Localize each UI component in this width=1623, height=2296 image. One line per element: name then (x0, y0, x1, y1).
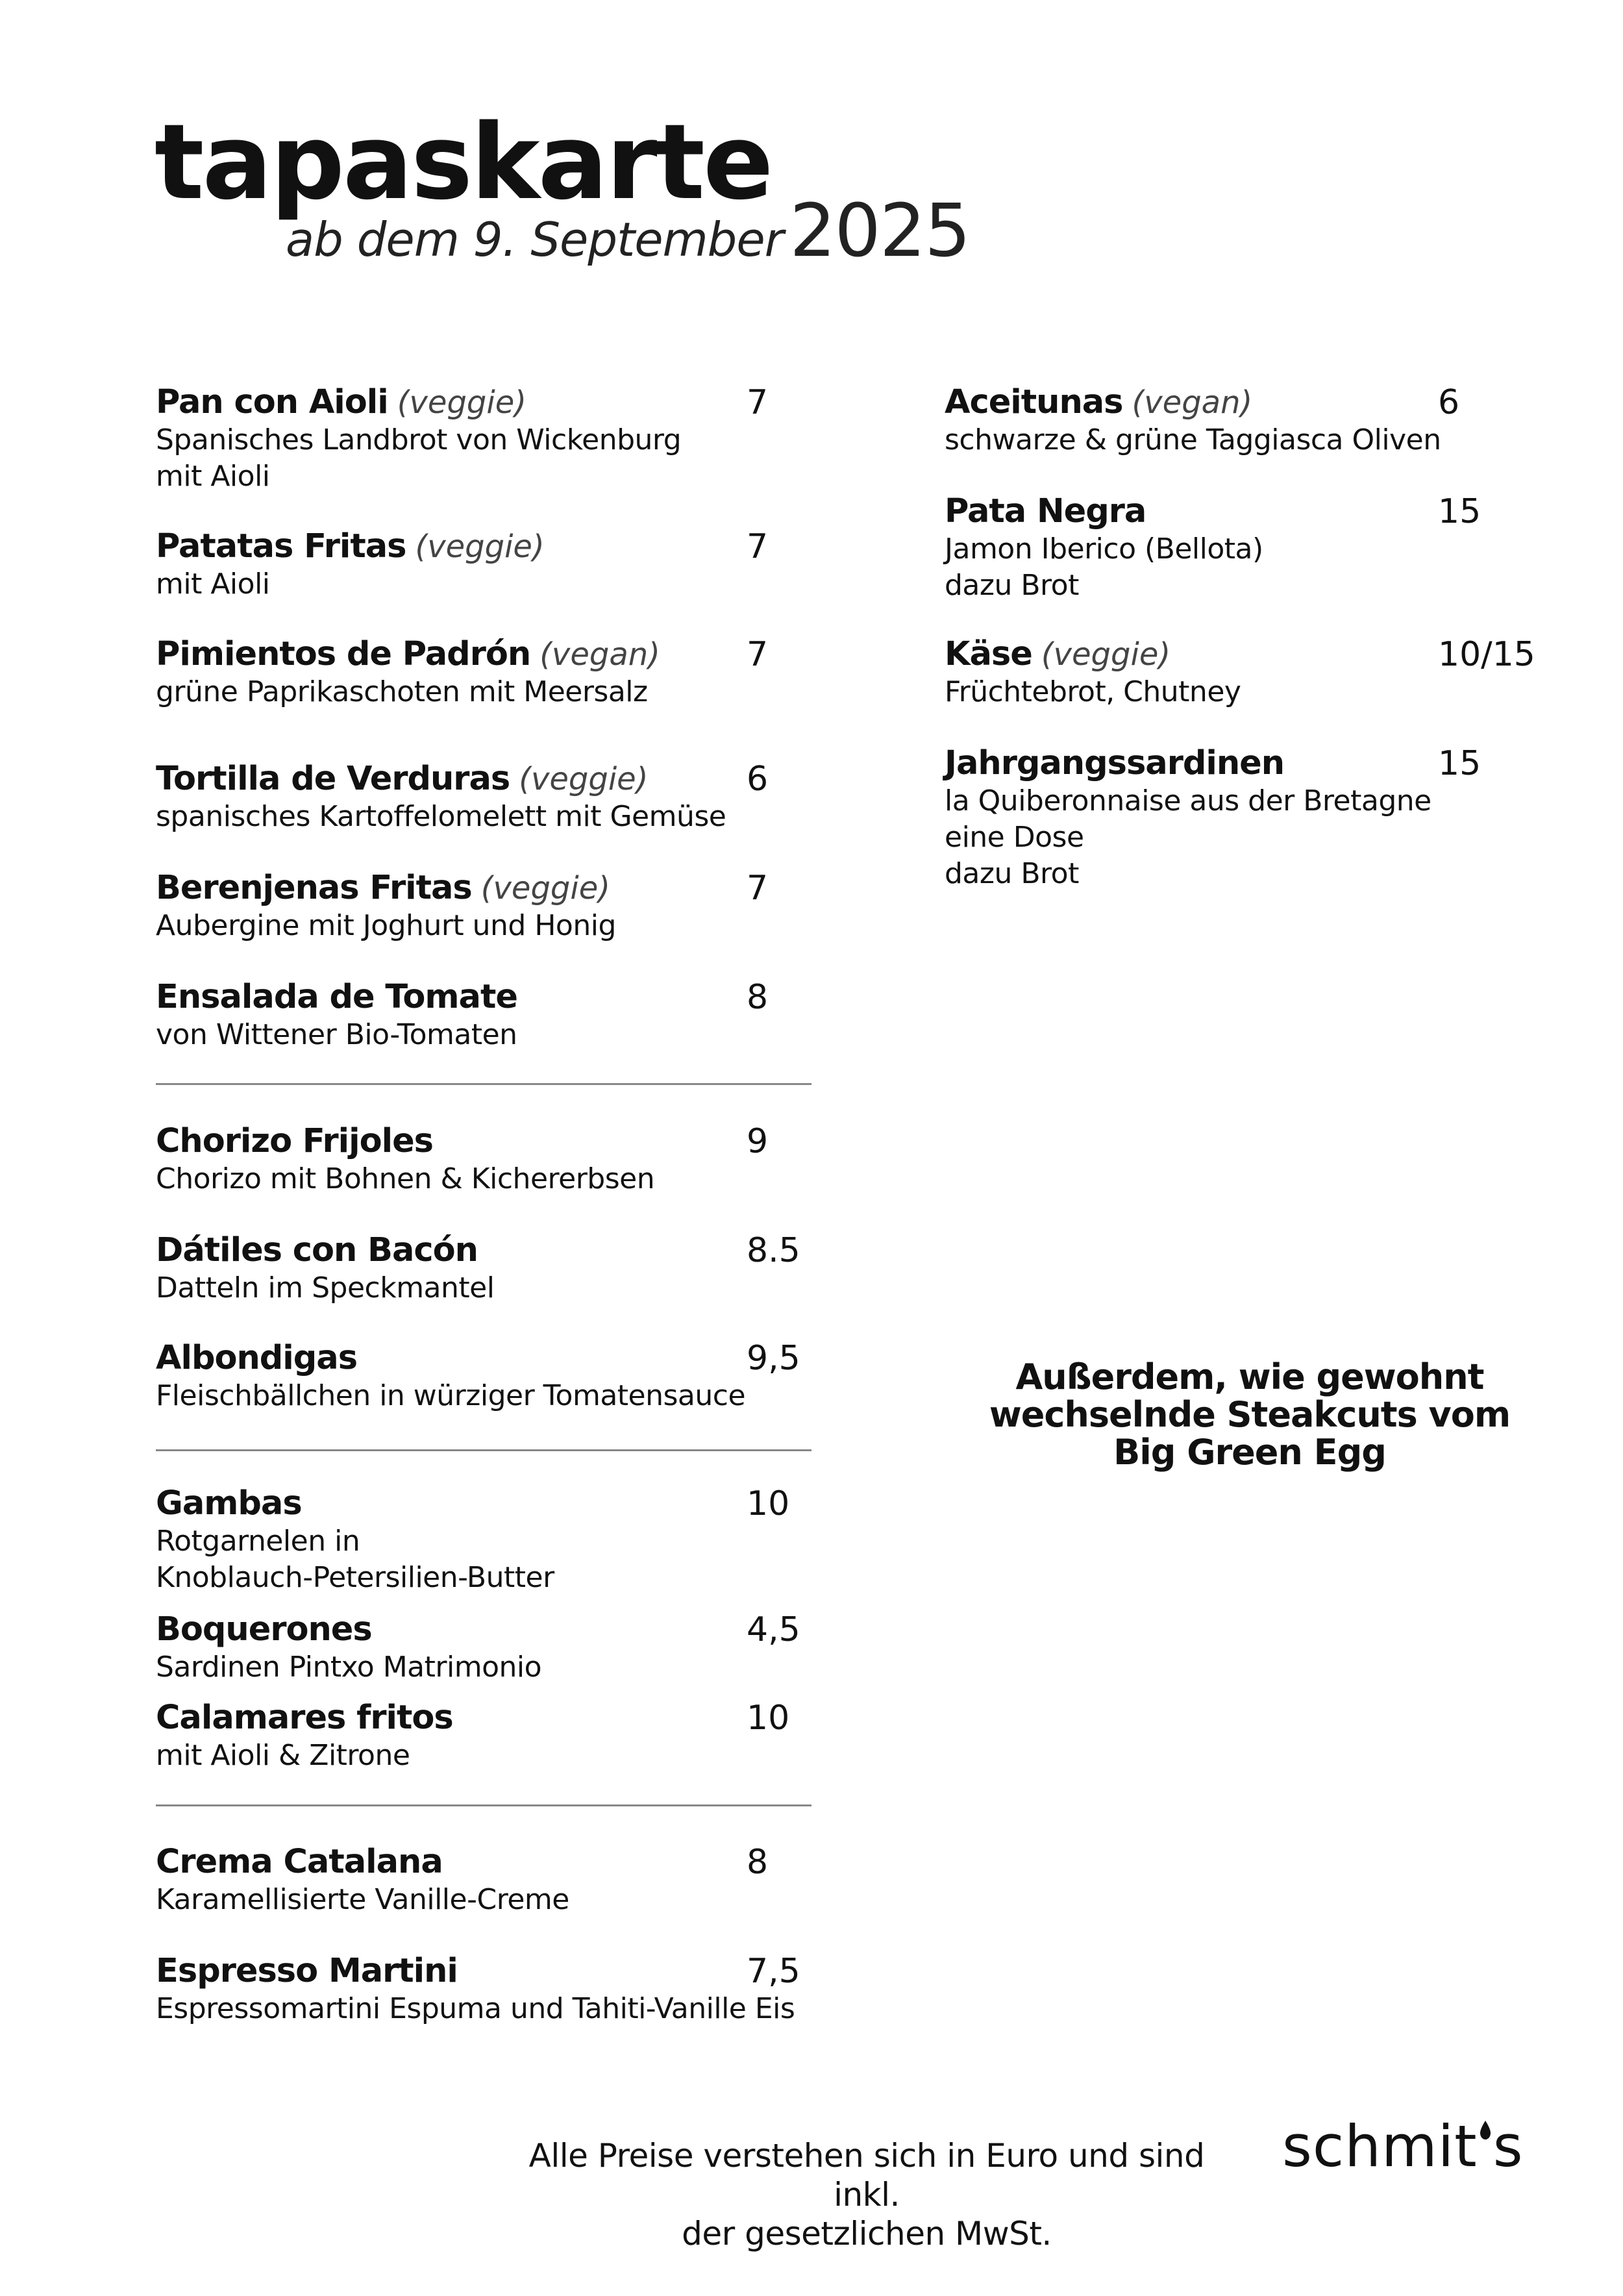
item-desc: Datteln im Speckmantel (156, 1271, 495, 1304)
item-name: Pata Negra (945, 492, 1146, 530)
item-name: Berenjenas Fritas (156, 869, 472, 907)
item-desc: Aubergine mit Joghurt und Honig (156, 909, 616, 942)
item-price: 9 (747, 1122, 769, 1161)
notice-line: Big Green Egg (1113, 1432, 1386, 1473)
menu-item-boquerones (156, 1610, 818, 1686)
item-tag: (veggie) (519, 761, 649, 797)
item-price: 7 (747, 383, 769, 422)
item-tag: (vegan) (539, 636, 660, 673)
subtitle-date: ab dem 9. September (286, 212, 784, 267)
item-price: 4,5 (747, 1610, 800, 1649)
page-subtitle (286, 189, 970, 273)
item-desc: mit Aioli & Zitrone (156, 1739, 410, 1772)
menu-item-pan-con-aioli (156, 383, 818, 495)
item-name: Albondigas (156, 1339, 358, 1377)
item-name: Boquerones (156, 1610, 372, 1649)
item-name: Pimientos de Padrón (156, 635, 531, 673)
section-divider (156, 1083, 812, 1085)
menu-item-albondigas (156, 1339, 818, 1414)
item-name: Dátiles con Bacón (156, 1231, 478, 1269)
item-price: 7 (747, 869, 769, 908)
logo-text-left: schmit (1282, 2113, 1478, 2180)
item-desc: mit Aioli (156, 460, 270, 493)
item-name: Aceitunas (945, 383, 1123, 421)
notice-line: wechselnde Steakcuts vom (989, 1394, 1511, 1435)
item-desc: Sardinen Pintxo Matrimonio (156, 1651, 542, 1684)
steakcuts-notice (945, 1358, 1555, 1471)
item-price: 6 (747, 760, 769, 799)
item-name: Chorizo Frijoles (156, 1122, 434, 1160)
item-desc: Karamellisierte Vanille-Creme (156, 1883, 569, 1916)
item-desc: Fleischbällchen in würziger Tomatensauce (156, 1379, 746, 1412)
item-desc: Jamon Iberico (Bellota) (945, 532, 1263, 566)
menu-item-calamares (156, 1699, 818, 1774)
item-desc: Rotgarnelen in (156, 1525, 360, 1558)
item-price: 10 (747, 1699, 790, 1738)
item-tag: (veggie) (1041, 636, 1171, 673)
item-desc: Chorizo mit Bohnen & Kichererbsen (156, 1162, 655, 1195)
menu-item-patatas-fritas (156, 527, 818, 603)
section-divider (156, 1804, 812, 1806)
item-price: 10/15 (1438, 635, 1535, 674)
menu-item-tortilla (156, 760, 818, 835)
section-divider (156, 1449, 812, 1451)
item-desc: la Quiberonnaise aus der Bretagne (945, 784, 1431, 817)
item-desc: dazu Brot (945, 857, 1079, 890)
item-tag: (veggie) (397, 384, 527, 421)
item-desc: spanisches Kartoffelomelett mit Gemüse (156, 800, 726, 833)
item-desc: schwarze & grüne Taggiasca Oliven (945, 423, 1441, 456)
menu-item-gambas (156, 1484, 818, 1596)
item-name: Pan con Aioli (156, 383, 388, 421)
item-name: Ensalada de Tomate (156, 978, 517, 1016)
item-desc: Espressomartini Espuma und Tahiti-Vanille Eis (156, 1992, 795, 2025)
item-price: 7 (747, 635, 769, 674)
drop-icon (1479, 2121, 1492, 2140)
item-price: 8 (747, 978, 769, 1017)
menu-item-crema-catalana (156, 1843, 818, 1918)
item-desc: grüne Paprikaschoten mit Meersalz (156, 675, 648, 708)
menu-item-datiles (156, 1231, 818, 1306)
menu-item-espresso-martini (156, 1952, 818, 2027)
schmits-logo (1282, 2113, 1524, 2180)
item-price: 8 (747, 1843, 769, 1882)
item-name: Espresso Martini (156, 1952, 458, 1990)
item-desc: Früchtebrot, Chutney (945, 675, 1241, 708)
item-tag: (veggie) (480, 870, 610, 906)
page-title: tapaskarte (155, 101, 772, 223)
logo-text-right: s (1493, 2113, 1524, 2180)
disclaimer-line: der gesetzlichen MwSt. (682, 2215, 1052, 2252)
item-name: Patatas Fritas (156, 527, 406, 566)
item-price: 15 (1438, 744, 1481, 783)
item-name: Crema Catalana (156, 1843, 443, 1881)
item-price: 7 (747, 527, 769, 566)
subtitle-year: 2025 (789, 189, 970, 273)
menu-item-berenjenas (156, 869, 818, 944)
item-desc: von Wittener Bio-Tomaten (156, 1018, 517, 1051)
item-name: Jahrgangssardinen (945, 744, 1285, 782)
item-price: 10 (747, 1484, 790, 1523)
item-price: 7,5 (747, 1952, 800, 1991)
item-desc: dazu Brot (945, 569, 1079, 602)
item-price: 8.5 (747, 1231, 800, 1270)
price-disclaimer (493, 2136, 1240, 2253)
menu-item-ensalada (156, 978, 818, 1053)
item-name: Tortilla de Verduras (156, 760, 510, 798)
item-desc: eine Dose (945, 821, 1084, 854)
item-name: Calamares fritos (156, 1699, 453, 1737)
item-tag: (vegan) (1132, 384, 1253, 421)
item-price: 6 (1438, 383, 1460, 422)
menu-item-pimientos (156, 635, 818, 710)
item-price: 15 (1438, 492, 1481, 531)
notice-line: Außerdem, wie gewohnt (1015, 1356, 1484, 1397)
item-tag: (veggie) (415, 529, 545, 565)
menu-item-chorizo (156, 1122, 818, 1197)
item-price: 9,5 (747, 1339, 800, 1378)
item-name: Käse (945, 635, 1032, 673)
item-desc: Spanisches Landbrot von Wickenburg (156, 423, 682, 456)
item-desc: mit Aioli (156, 568, 270, 601)
item-name: Gambas (156, 1484, 302, 1523)
item-desc: Knoblauch-Petersilien-Butter (156, 1561, 554, 1594)
disclaimer-line: Alle Preise verstehen sich in Euro und sind inkl. (528, 2137, 1205, 2214)
